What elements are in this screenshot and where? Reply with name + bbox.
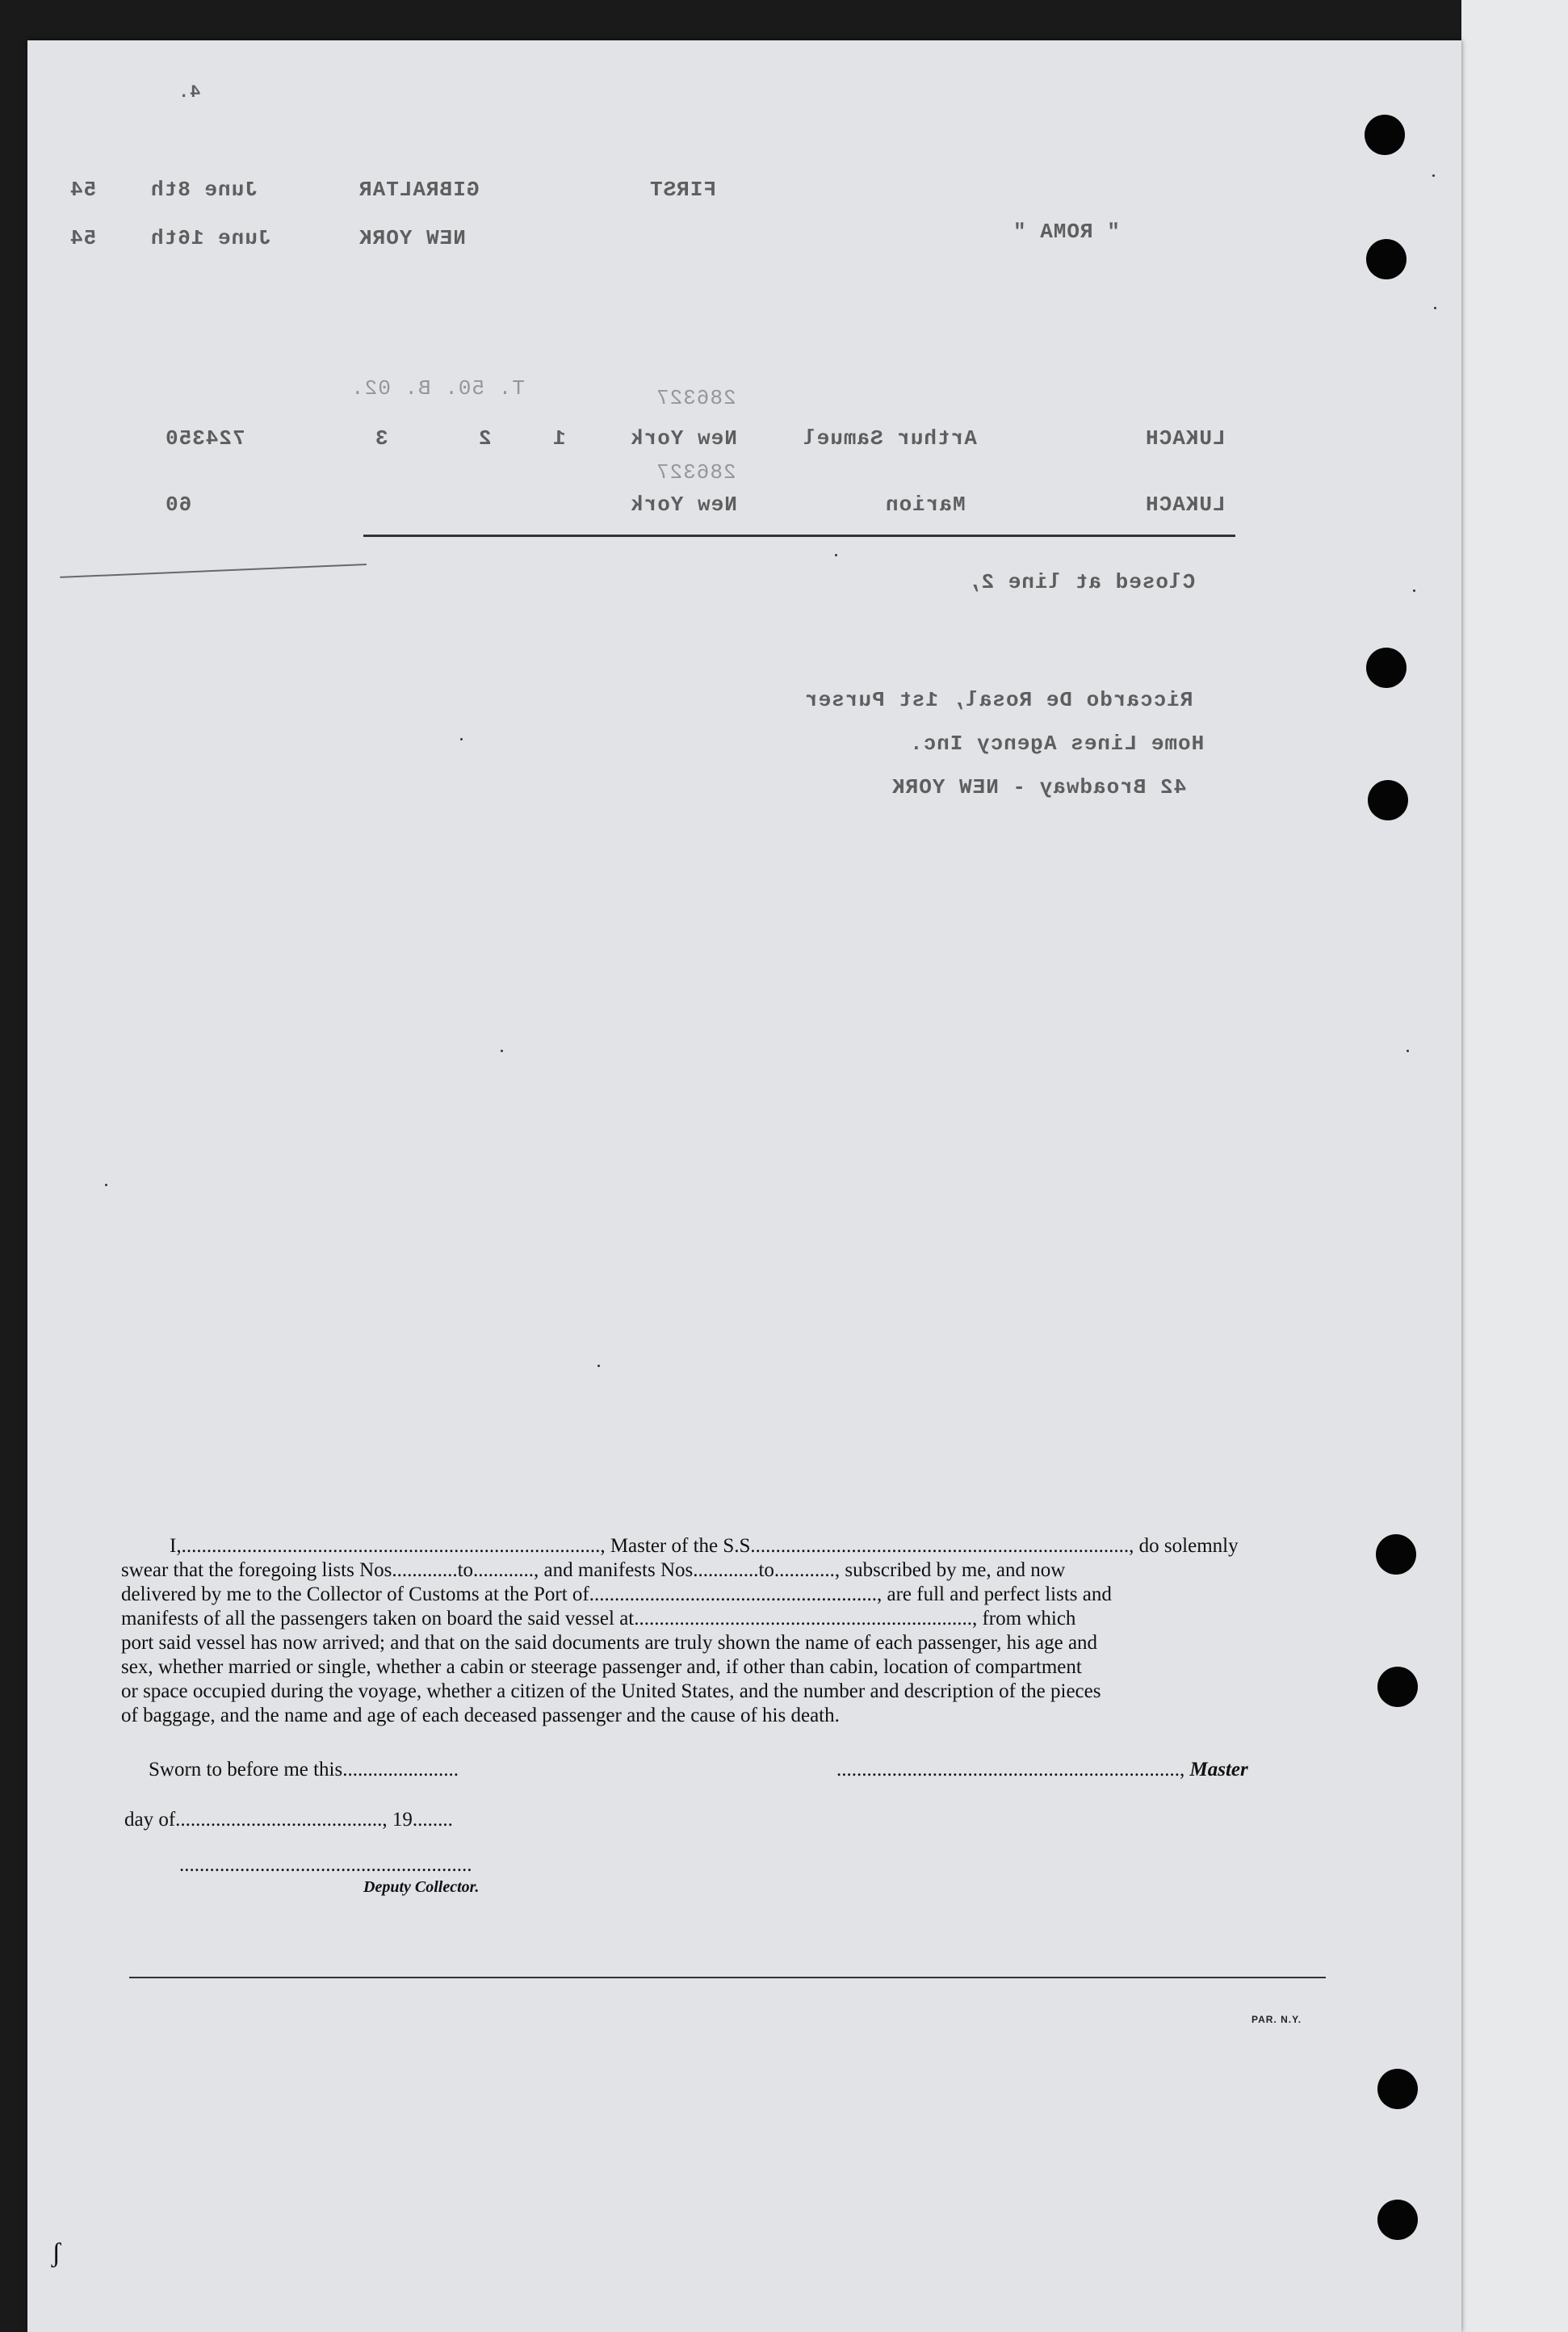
deputy-line: .......................................................... xyxy=(179,1854,472,1876)
passenger-ticket: 724350 xyxy=(165,426,245,451)
passenger-number: 286327 xyxy=(656,386,736,410)
scan-background-strip xyxy=(1461,0,1568,2332)
oath-line: manifests of all the passengers taken on board the said vessel at..................................................................., from which xyxy=(121,1608,1076,1629)
speck xyxy=(835,554,837,556)
passenger-ticket: 60 xyxy=(165,493,192,517)
speck xyxy=(501,1050,503,1052)
oath-line: of baggage, and the name and age of each deceased passenger and the cause of his death. xyxy=(121,1705,840,1726)
voyage-year-2: 54 xyxy=(69,226,97,250)
closing-note: Closed at line 2, xyxy=(967,570,1196,594)
passenger-place: New York xyxy=(630,493,737,517)
master-signature-row xyxy=(836,1759,1248,1781)
oath-line: swear that the foregoing lists Nos.............to............, and manifests Nos.............to............, subscribed by me, and now xyxy=(121,1559,1066,1581)
oath-line: port said vessel has now arrived; and that on the said documents are truly shown the name of each passenger, his age and xyxy=(121,1632,1098,1654)
master-line: ...................................................................., xyxy=(836,1759,1190,1780)
punch-hole xyxy=(1366,239,1407,279)
purser-name: Riccardo De Rosal, 1st Purser xyxy=(804,688,1193,712)
speck xyxy=(1407,1050,1409,1052)
master-label: Master xyxy=(1189,1759,1248,1780)
bottom-rule xyxy=(129,1977,1326,1978)
agency-address: 42 Broadway - NEW YORK xyxy=(891,775,1187,799)
oath-line: I,..................................................................................., Master of the S.S..........................................................................., do solemnly xyxy=(170,1535,1239,1557)
deputy-label: Deputy Collector. xyxy=(363,1878,480,1896)
printer-mark: PAR. N.Y. xyxy=(1251,2014,1302,2025)
manifest-page xyxy=(27,40,1461,2332)
speck xyxy=(1413,589,1415,592)
passenger-surname: LUKACH xyxy=(1145,426,1226,451)
oath-line: sex, whether married or single, whether a cabin or steerage passenger and, if other than cabin, location of compartment xyxy=(121,1656,1082,1678)
speck xyxy=(597,1365,600,1367)
voyage-date-1: June 8th xyxy=(150,178,258,202)
passenger-codes: T. 50. B. 02. xyxy=(350,376,525,401)
voyage-port-2: NEW YORK xyxy=(358,226,466,250)
voyage-date-2: June 16th xyxy=(150,226,271,250)
voyage-year-1: 54 xyxy=(69,178,97,202)
punch-hole xyxy=(1366,648,1407,688)
passenger-given-name: Arthur Samuel xyxy=(803,426,977,451)
closing-rule xyxy=(363,535,1235,537)
voyage-class: FIRST xyxy=(649,178,717,202)
page-mark: 4. xyxy=(178,82,201,103)
passenger-given-name: Marion xyxy=(885,493,966,517)
punch-hole xyxy=(1365,115,1405,155)
passenger-col-a: 1 xyxy=(552,426,566,451)
margin-mark: ʃ xyxy=(52,2238,61,2268)
speck xyxy=(1434,307,1436,309)
passenger-place: New York xyxy=(630,426,737,451)
punch-hole xyxy=(1377,2200,1418,2240)
punch-hole xyxy=(1377,1667,1418,1707)
punch-hole xyxy=(1368,780,1408,820)
agency-name: Home Lines Agency Inc. xyxy=(909,732,1205,756)
punch-hole xyxy=(1376,1534,1416,1575)
speck xyxy=(1432,174,1435,177)
oath-text xyxy=(121,1534,1324,1728)
ship-name: " ROMA " xyxy=(1012,220,1120,244)
passenger-col-c: 3 xyxy=(375,426,388,451)
oath-line: or space occupied during the voyage, whether a citizen of the United States, and the number and description of the pieces xyxy=(121,1680,1101,1702)
passenger-number: 286327 xyxy=(656,460,736,484)
closing-rule-tail xyxy=(60,564,367,578)
sworn-label: Sworn to before me this....................... xyxy=(149,1759,459,1780)
passenger-col-b: 2 xyxy=(478,426,492,451)
voyage-port-1: GIBRALTAR xyxy=(358,178,480,202)
oath-line: delivered by me to the Collector of Customs at the Port of........................................................., are full and perfect lists and xyxy=(121,1583,1112,1605)
speck xyxy=(105,1184,107,1186)
speck xyxy=(460,738,463,740)
punch-hole xyxy=(1377,2069,1418,2109)
passenger-surname: LUKACH xyxy=(1145,493,1226,517)
day-label: day of........................................., 19........ xyxy=(124,1809,453,1831)
